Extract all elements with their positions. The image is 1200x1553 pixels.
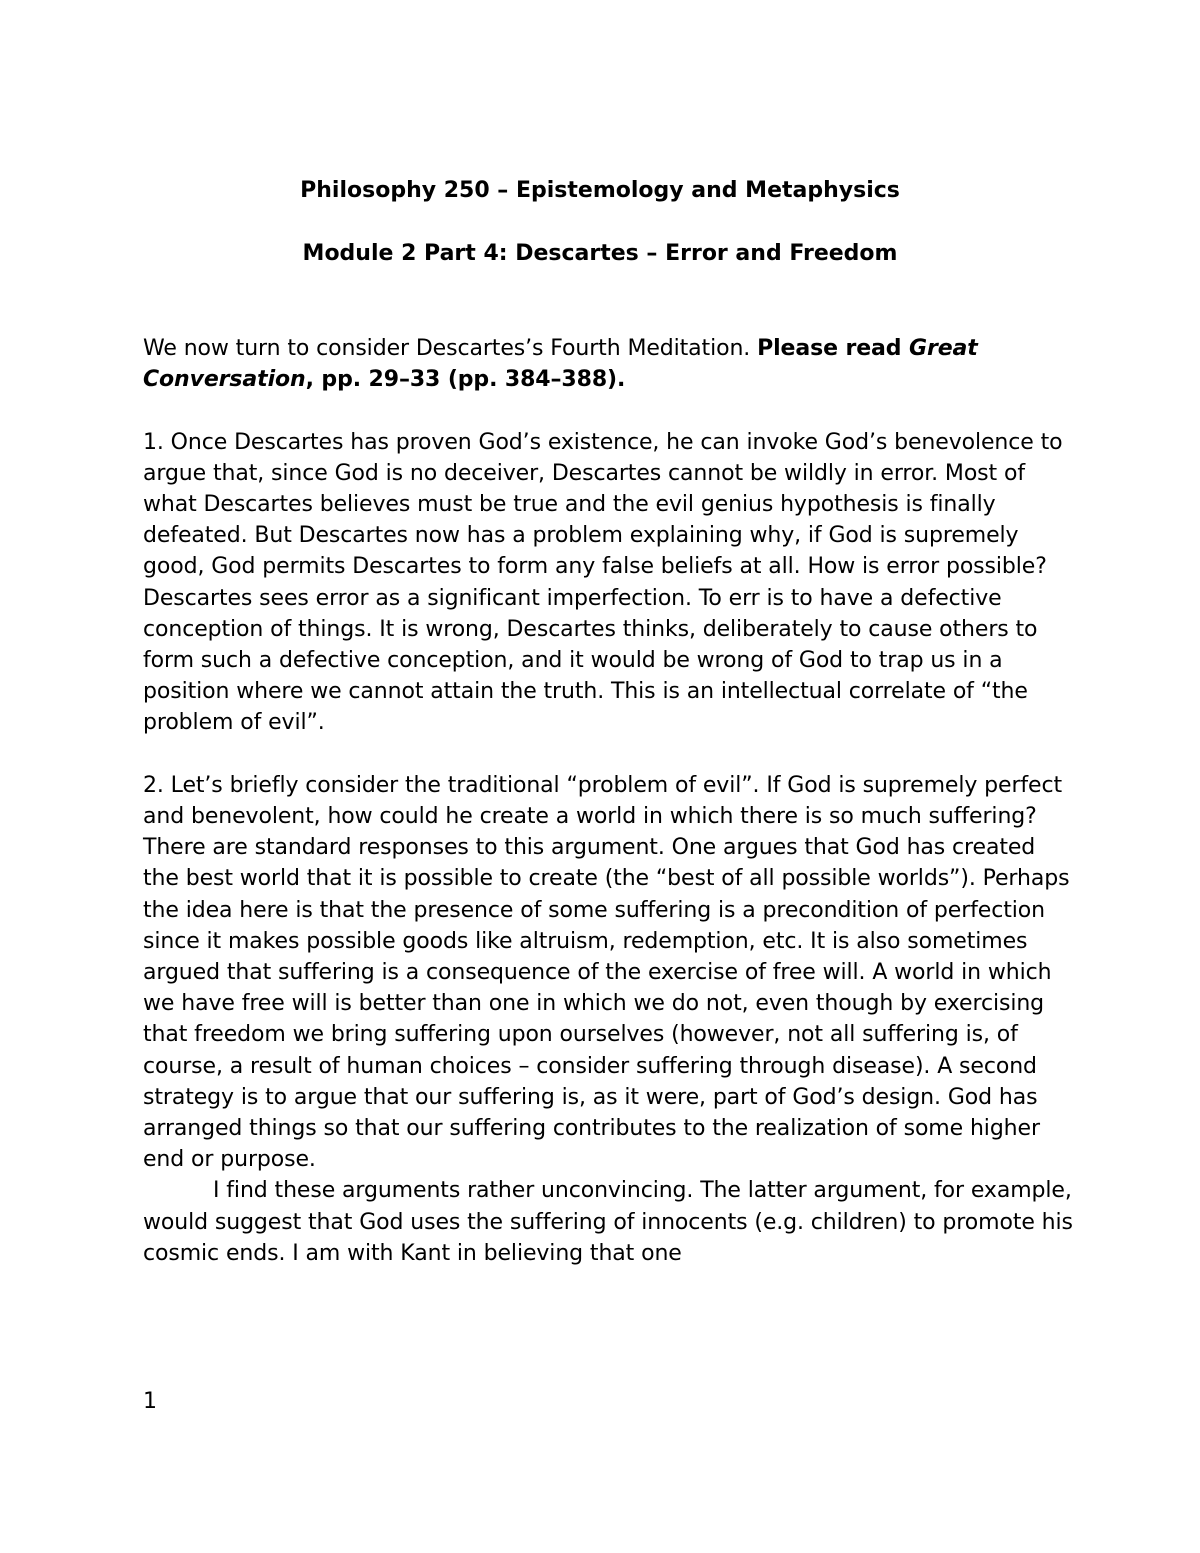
document-title: Philosophy 250 – Epistemology and Metaphysics [300, 178, 900, 203]
paragraph-1: 1. Once Descartes has proven God’s existence, he can invoke God’s benevolence to argue that, since God is no deceiver, Descartes cannot be wildly in error. Most of what Descartes believes must be true and the evil genius hypothesis is finally defeated. But Descartes now has a problem explaining why, if God is supremely good, God permits Descartes to form any false beliefs at all. How is error possible? Descartes sees error as a significant imperfection. To err is to have a defective conception of things. It is wrong, Descartes thinks, deliberately to cause others to form such a defective conception, and it would be wrong of God to trap us in a position where we cannot attain the truth. This is an intellectual correlate of “the problem of evil”. [143, 429, 1063, 736]
paragraph-3: I find these arguments rather unconvincing. The latter argument, for example, would suggest that God uses the suffering of innocents (e.g. children) to promote his cosmic ends. I am with Kant in believing that one [143, 1178, 1073, 1266]
intro-text: We now turn to consider Descartes’s Fourth Meditation. [143, 336, 758, 361]
book-title: Great Conversation [143, 336, 978, 393]
page-range: , pp. 29–33 (pp. 384–388). [305, 367, 626, 393]
intro-paragraph [143, 333, 1073, 395]
paragraph-spacer [143, 739, 1073, 770]
document-subtitle: Module 2 Part 4: Descartes – Error and Freedom [302, 241, 898, 266]
paragraph-spacer [143, 395, 1073, 426]
reading-instruction: Please read [757, 336, 910, 361]
paragraph-2: 2. Let’s briefly consider the traditional “problem of evil”. If God is supremely perfect and benevolent, how could he create a world in which there is so much suffering? There are standard responses to this argument. One argues that God has created the best world that it is possible to create (the “best of all possible worlds”). Perhaps the idea here is that the presence of some suffering is a precondition of perfection since it makes possible goods like altruism, redemption, etc. It is also sometimes argued that suffering is a consequence of the exercise of free will. A world in which we have free will is better than one in which we do not, even though by exercising that freedom we bring suffering upon ourselves (however, not all suffering is, of course, a result of human choices – consider suffering through disease). A second strategy is to argue that our suffering is, as it were, part of God’s design. God has arranged things so that our suffering contributes to the realization of some higher end or purpose. [143, 772, 1070, 1173]
body-text [143, 333, 1073, 1269]
page-number: 1 [143, 1389, 157, 1414]
